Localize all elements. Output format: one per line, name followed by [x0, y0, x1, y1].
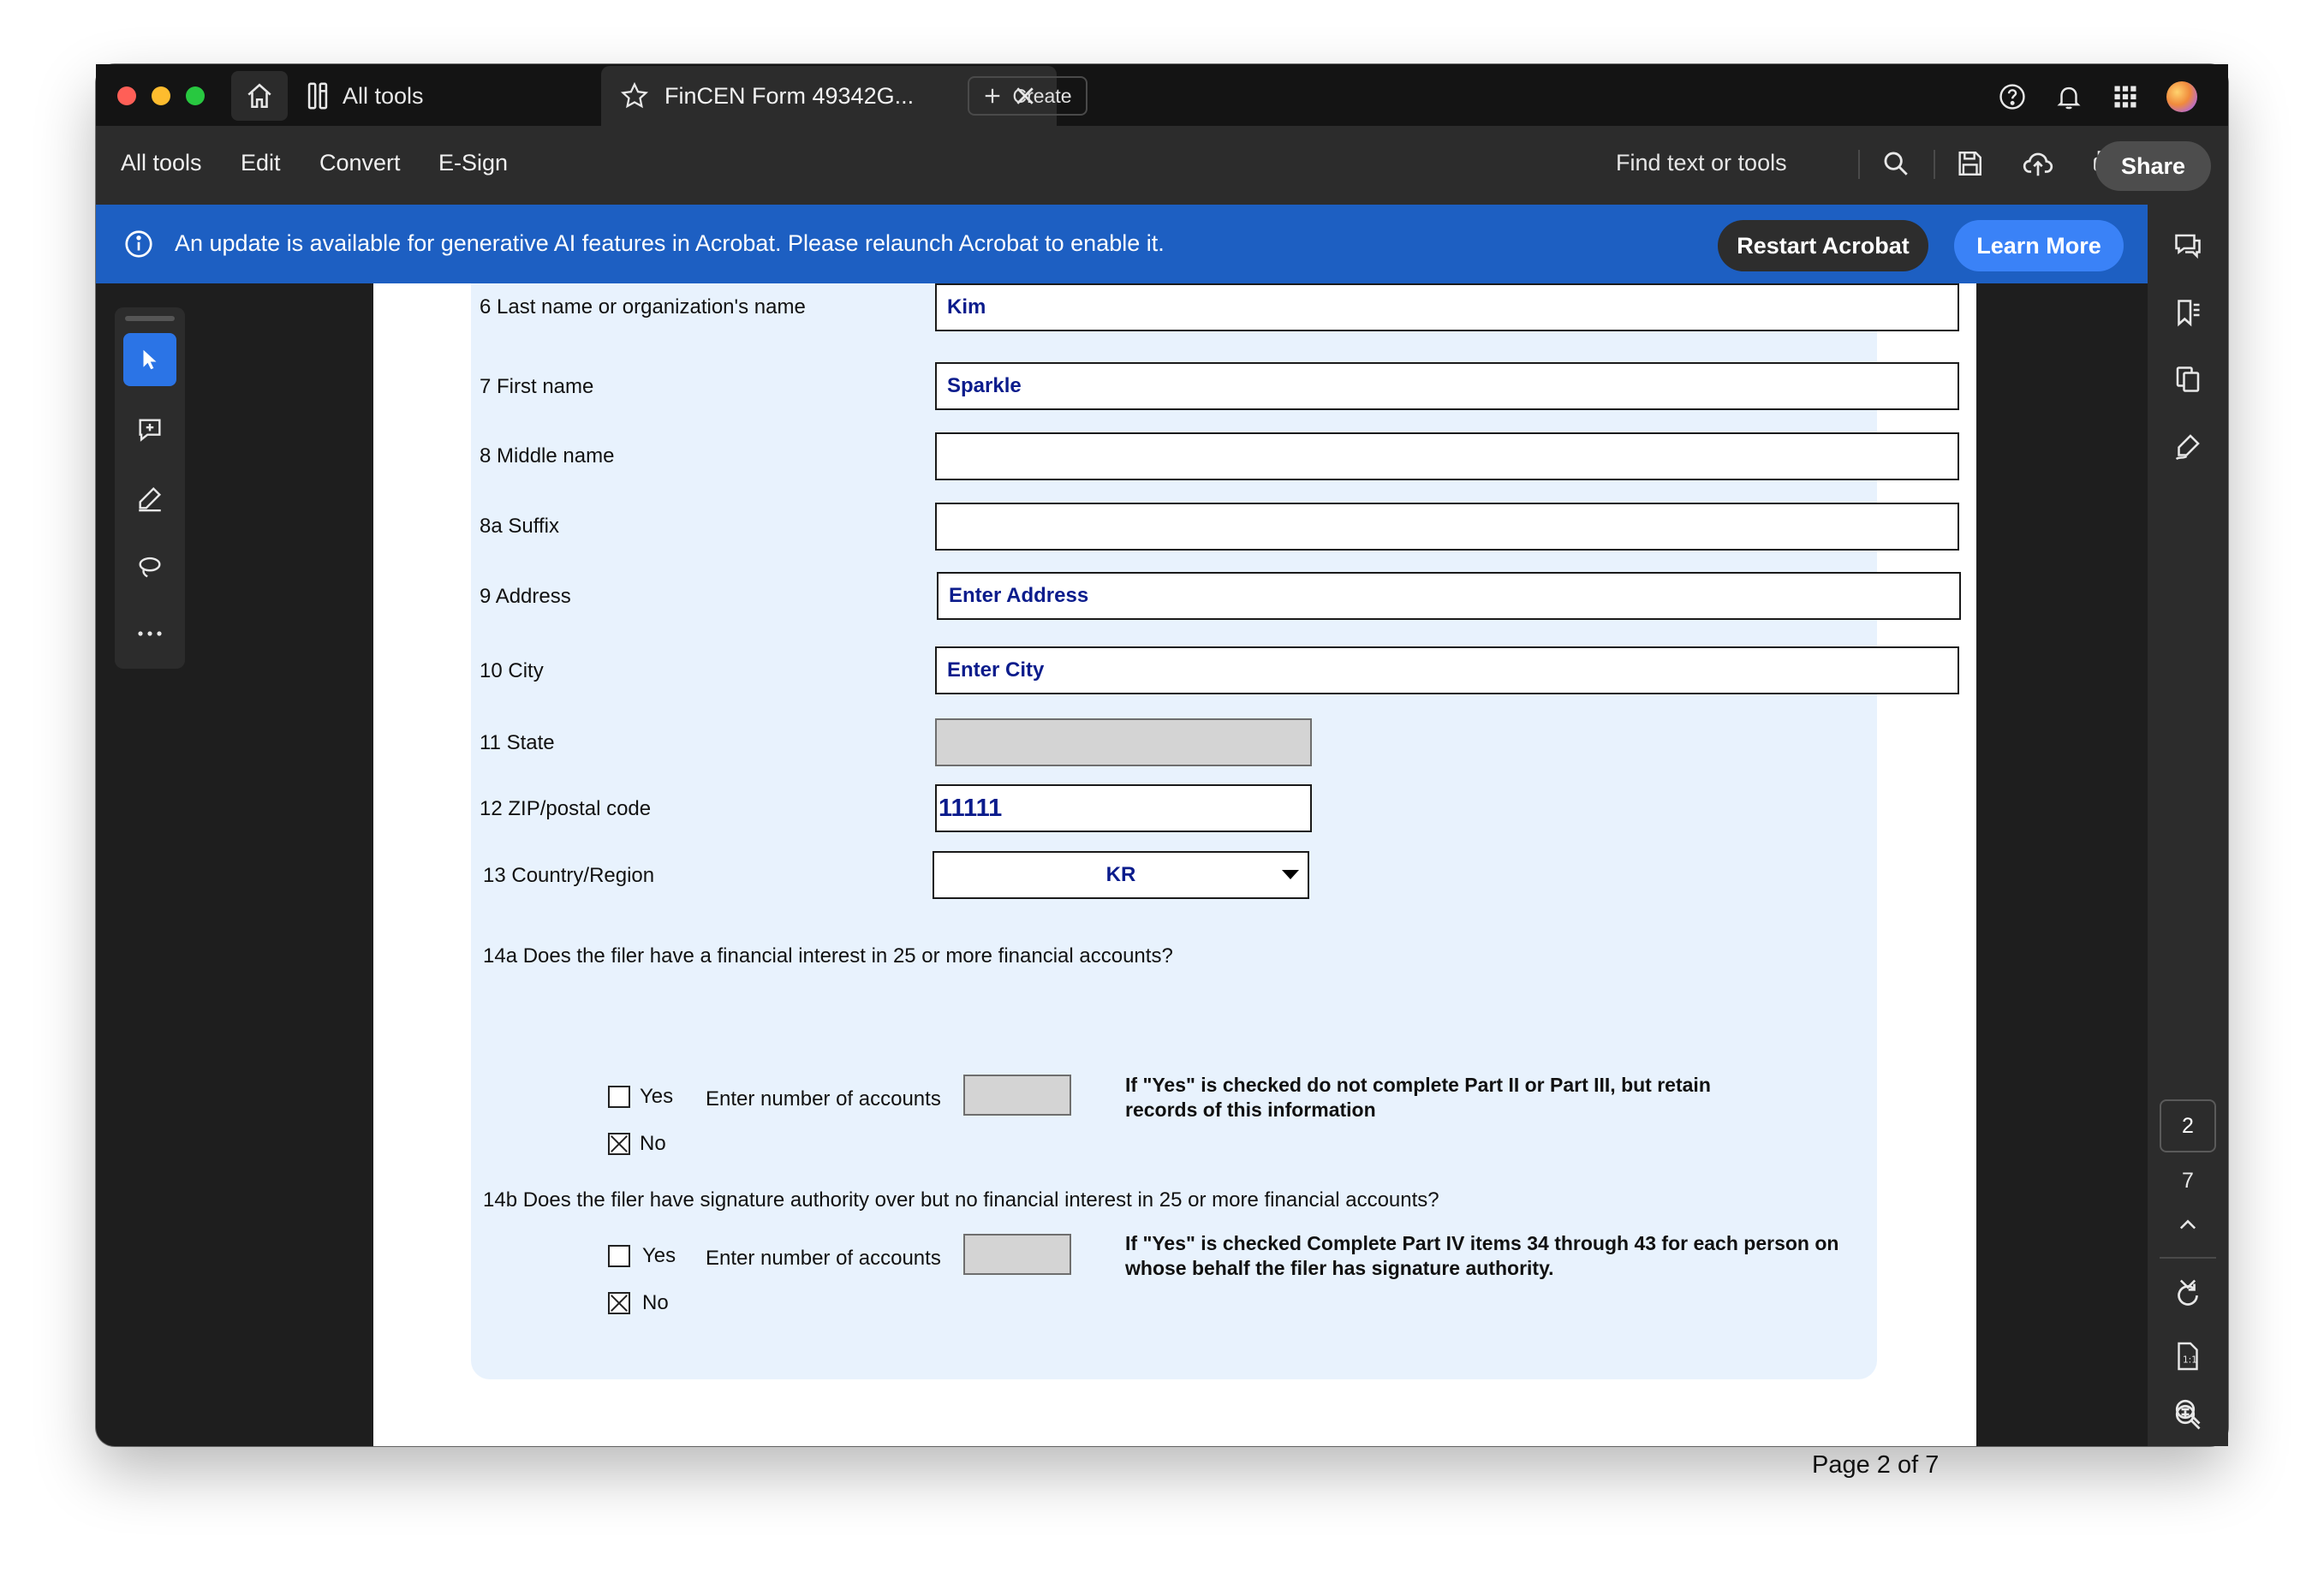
update-banner [96, 205, 2148, 283]
q14b-accounts-label: Enter number of accounts [706, 1247, 941, 1270]
user-avatar[interactable] [2166, 81, 2197, 112]
q14a-no-checkbox[interactable] [608, 1133, 630, 1155]
address-field[interactable]: Enter Address [937, 572, 1961, 620]
share-button[interactable]: Share [2095, 141, 2211, 191]
suffix-field[interactable] [935, 503, 1959, 551]
comments-icon[interactable] [2171, 229, 2205, 263]
add-comment-tool-button[interactable] [123, 403, 176, 456]
learn-more-button[interactable]: Learn More [1954, 220, 2124, 271]
draw-tool-button[interactable] [123, 540, 176, 593]
find-text-or-tools[interactable]: Find text or tools [1616, 150, 1787, 176]
last-name-field[interactable]: Kim [935, 283, 1959, 331]
q14b-note [1125, 1231, 1896, 1281]
q14a-no-label: No [640, 1132, 666, 1155]
apps-grid-icon[interactable] [2110, 81, 2141, 112]
zip-field[interactable]: 11111 [935, 784, 1312, 832]
minimize-window-button[interactable] [152, 86, 170, 105]
more-tools-button[interactable] [123, 607, 176, 660]
q14b-no-label: No [642, 1291, 669, 1314]
highlight-tool-button[interactable] [123, 472, 176, 525]
middle-name-field[interactable] [935, 432, 1959, 480]
suffix-label: 8a Suffix [480, 515, 559, 538]
menu-bar [96, 126, 2228, 205]
upload-cloud-icon[interactable] [2021, 146, 2055, 181]
first-name-label: 7 First name [480, 375, 594, 398]
search-icon[interactable] [1879, 146, 1913, 181]
more-dots-icon [136, 629, 164, 638]
first-name-field[interactable]: Sparkle [935, 362, 1959, 410]
menu-e-sign[interactable]: E-Sign [438, 150, 509, 176]
comment-plus-icon [135, 415, 164, 444]
zoom-out-icon[interactable] [2171, 1395, 2205, 1429]
q14b-accounts-field[interactable] [963, 1234, 1071, 1275]
plus-icon [983, 86, 1002, 105]
country-select-value: KR [1105, 863, 1136, 886]
state-field[interactable] [935, 718, 1312, 766]
country-select[interactable] [933, 851, 1309, 899]
cursor-arrow-icon [137, 347, 163, 372]
city-field[interactable]: Enter City [935, 646, 1959, 694]
city-label: 10 City [480, 659, 544, 682]
q14a-yes-label: Yes [640, 1085, 674, 1108]
restart-acrobat-button[interactable]: Restart Acrobat [1718, 220, 1928, 271]
q14b-yes-label: Yes [642, 1244, 676, 1267]
last-name-label: 6 Last name or organization's name [480, 295, 806, 319]
quick-tools-toolbar [115, 307, 185, 669]
dropdown-caret-icon [1282, 870, 1299, 879]
star-icon[interactable] [620, 81, 649, 110]
svg-text:1:1: 1:1 [2183, 1355, 2197, 1366]
title-bar [96, 64, 2228, 126]
create-button-label: Create [1012, 84, 1072, 107]
q14a-note-line-2: records of this information [1125, 1099, 1376, 1121]
close-window-button[interactable] [117, 86, 136, 105]
q14b-question: 14b Does the filer have signature authority over but no financial interest in 25 or more financial accounts? [483, 1188, 1439, 1212]
lasso-icon [135, 552, 164, 581]
separator [2160, 1257, 2216, 1259]
home-icon [245, 81, 274, 110]
pages-icon[interactable] [2171, 362, 2205, 396]
q14a-note [1125, 1073, 1896, 1122]
middle-name-label: 8 Middle name [480, 444, 615, 467]
total-pages-label: 7 [2182, 1169, 2194, 1193]
all-tools-tab[interactable] [307, 74, 424, 117]
q14a-note-line-1: If "Yes" is checked do not complete Part II or Part III, but retain [1125, 1074, 1711, 1096]
menu-convert[interactable]: Convert [319, 150, 401, 176]
q14a-yes-checkbox[interactable] [608, 1086, 630, 1108]
banner-message: An update is available for generative AI features in Acrobat. Please relaunch Acrobat to enable it. [175, 230, 1165, 256]
pdf-page [373, 283, 1976, 1479]
address-label: 9 Address [480, 585, 571, 608]
fill-sign-icon[interactable] [2171, 429, 2205, 463]
document-tab-title: FinCEN Form 49342G... [664, 82, 915, 109]
rotate-icon[interactable] [2171, 1278, 2205, 1313]
pen-icon [135, 484, 164, 513]
zip-label: 12 ZIP/postal code [480, 797, 652, 820]
select-tool-button[interactable] [123, 333, 176, 386]
page-footer: Page 2 of 7 [1812, 1451, 1940, 1479]
q14b-note-line-2: whose behalf the filer has signature authority. [1125, 1257, 1554, 1279]
help-icon[interactable] [1997, 81, 2028, 112]
bookmarks-icon[interactable] [2171, 295, 2205, 330]
separator [1934, 150, 1935, 179]
q14b-no-checkbox[interactable] [608, 1292, 630, 1314]
maximize-window-button[interactable] [186, 86, 205, 105]
q14a-accounts-field[interactable] [963, 1075, 1071, 1116]
right-rail [2148, 205, 2228, 1446]
create-button[interactable] [968, 76, 1088, 116]
current-page-input[interactable]: 2 [2160, 1099, 2216, 1152]
q14a-question: 14a Does the filer have a financial interest in 25 or more financial accounts? [483, 944, 1173, 968]
info-icon [123, 229, 154, 259]
previous-page-chevron-up-icon[interactable] [2171, 1208, 2205, 1242]
toolbar-grip[interactable] [125, 316, 175, 321]
save-icon[interactable] [1952, 146, 1987, 181]
q14b-note-line-1: If "Yes" is checked Complete Part IV items 34 through 43 for each person on [1125, 1232, 1839, 1254]
tools-icon [307, 81, 329, 110]
page-fit-icon[interactable] [2171, 1339, 2205, 1373]
q14a-accounts-label: Enter number of accounts [706, 1087, 941, 1111]
q14b-yes-checkbox[interactable] [608, 1245, 630, 1267]
country-label: 13 Country/Region [483, 864, 655, 887]
home-button[interactable] [231, 71, 288, 121]
notifications-bell-icon[interactable] [2053, 81, 2084, 112]
separator [1858, 150, 1860, 179]
menu-edit[interactable]: Edit [241, 150, 281, 176]
all-tools-tab-label: All tools [343, 82, 424, 109]
acrobat-window [96, 64, 2228, 1479]
state-label: 11 State [480, 731, 555, 754]
menu-all-tools[interactable]: All tools [121, 150, 202, 176]
